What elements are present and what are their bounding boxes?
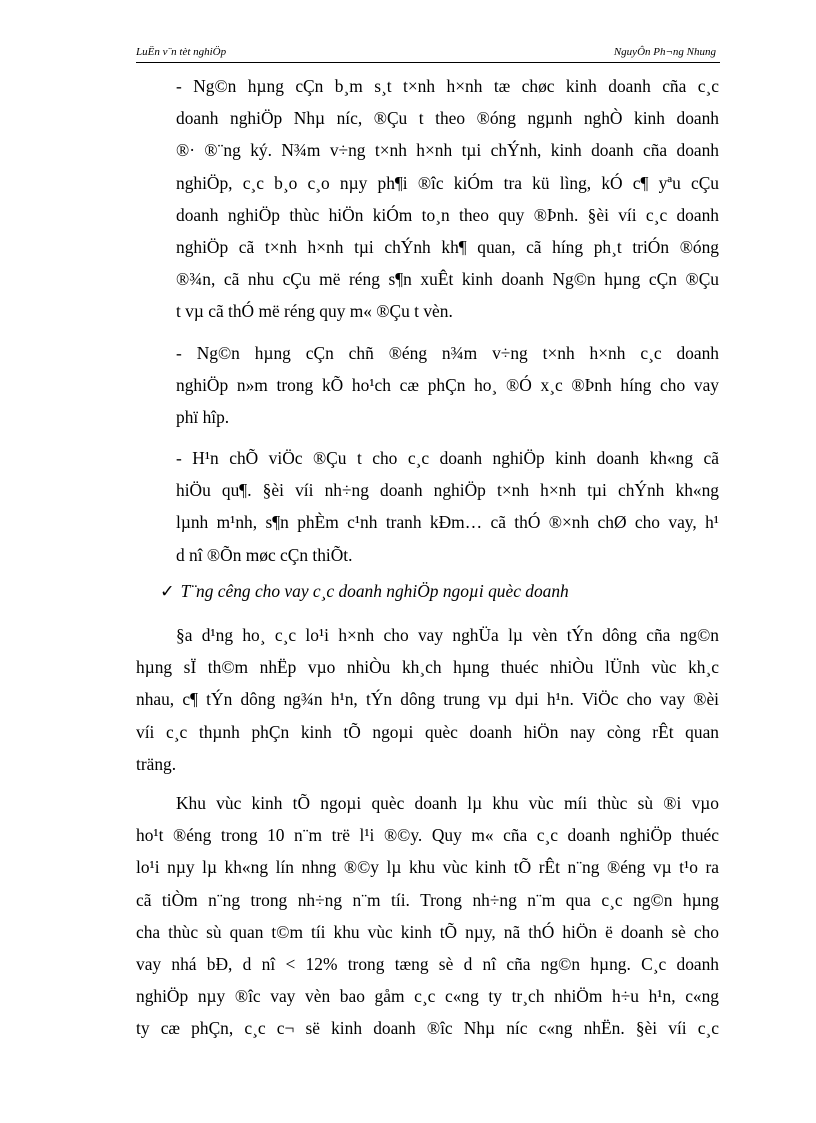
page-header xyxy=(136,44,720,63)
text-line: ty cæ phÇn, c¸c c¬ së kinh doanh ®îc Nhµ níc c«ng nhËn. §èi víi c¸c xyxy=(136,1018,719,1039)
header-right: NguyÔn Ph¬ng Nhung xyxy=(613,46,716,58)
text-line: träng. xyxy=(136,753,177,774)
text-line: lo¹i nµy lµ kh«ng lín nhng ®©y lµ khu vùc kinh tÕ rÊt n¨ng ®éng vµ t¹o ra xyxy=(136,857,719,878)
paragraph-3 xyxy=(176,442,719,571)
paragraph-1 xyxy=(176,70,719,328)
text-line: nhau, c¶ tÝn dông ng¾n h¹n, tÝn dông trung vµ dµi h¹n. ViÖc cho vay ®èi xyxy=(136,689,719,710)
text-line: ho¹t ®éng trong 10 n¨m trë l¹i ®©y. Quy m« cña c¸c doanh nghiÖp thuéc xyxy=(136,825,719,846)
paragraph-4 xyxy=(136,619,719,780)
text-line: d nî ®Õn møc cÇn thiÕt. xyxy=(176,544,353,565)
text-line: t vµ cã thÓ më réng quy m« ®Çu t vèn. xyxy=(176,301,453,322)
text-line: - Ng©n hµng cÇn b¸m s¸t t×nh h×nh tæ chøc kinh doanh cña c¸c xyxy=(176,76,719,96)
text-line: lµnh m¹nh, s¶n phÈm c¹nh tranh kÐm… cã thÓ ®×nh chØ cho vay, h¹ xyxy=(176,512,719,533)
text-line: - Ng©n hµng cÇn chñ ®éng n¾m v÷ng t×nh h×nh c¸c doanh xyxy=(176,343,719,363)
text-line: nghiÖp, c¸c b¸o c¸o nµy ph¶i ®îc kiÓm tra kü lìng, kÓ c¶ yªu cÇu xyxy=(176,172,719,193)
text-line: cã tiÒm n¨ng trong nh÷ng n¨m tíi. Trong nh÷ng n¨m qua c¸c ng©n hµng xyxy=(136,889,719,910)
text-line: nghiÖp n»m trong kÕ ho¹ch cæ phÇn ho¸ ®Ó x¸c ®Þnh híng cho vay xyxy=(176,375,719,396)
text-line: ®· ®¨ng ký. N¾m v÷ng t×nh h×nh tµi chÝnh, kinh doanh cña doanh xyxy=(176,140,719,161)
text-line: ®¾n, cã nhu cÇu më réng s¶n xuÊt kinh doanh Ng©n hµng cÇn ®Çu xyxy=(176,269,719,290)
text-line: doanh nghiÖp thùc hiÖn kiÓm to¸n theo quy ®Þnh. §èi víi c¸c doanh xyxy=(176,204,719,225)
section-subheading xyxy=(160,581,569,602)
paragraph-5 xyxy=(136,787,719,1045)
text-line: - H¹n chÕ viÖc ®Çu t cho c¸c doanh nghiÖp kinh doanh kh«ng cã xyxy=(176,448,719,468)
text-line: doanh nghiÖp Nhµ níc, ®Çu t theo ®óng ngµnh nghÒ kinh doanh xyxy=(176,108,719,129)
text-line: víi c¸c thµnh phÇn kinh tÕ ngoµi quèc doanh hiÖn nay còng rÊt quan xyxy=(136,721,719,742)
paragraph-2 xyxy=(176,337,719,434)
text-line: §a d¹ng ho¸ c¸c lo¹i h×nh cho vay nghÜa lµ vèn tÝn dông cña ng©n xyxy=(176,625,719,645)
text-line: hµng sÏ th©m nhËp vµo nhiÒu kh¸ch hµng thuéc nhiÒu lÜnh vùc kh¸c xyxy=(136,657,719,678)
text-line: Khu vùc kinh tÕ ngoµi quèc doanh lµ khu vùc míi thùc sù ®i vµo xyxy=(176,793,719,813)
text-line: vay nhá bÐ, d nî < 12% trong tæng sè d nî cña ng©n hµng. C¸c doanh xyxy=(136,953,719,974)
text-line: nghiÖp nµy ®îc vay vèn bao gåm c¸c c«ng ty tr¸ch nhiÖm h÷u h¹n, c«ng xyxy=(136,986,719,1007)
text-line: nghiÖp cã t×nh h×nh tµi chÝnh kh¶ quan, cã híng ph¸t triÓn ®óng xyxy=(176,236,719,257)
check-icon: ✓ xyxy=(160,581,175,601)
text-line: hiÖu qu¶. §èi víi nh÷ng doanh nghiÖp t×nh h×nh tµi chÝnh kh«ng xyxy=(176,480,719,501)
subheading-text: T¨ng cêng cho vay c¸c doanh nghiÖp ngoµi quèc doanh xyxy=(180,581,569,601)
header-left: LuËn v¨n tèt nghiÖp xyxy=(136,46,227,58)
text-line: cha thùc sù quan t©m tíi khu vùc kinh tÕ nµy, nã thÓ hiÖn ë doanh sè cho xyxy=(136,921,719,942)
text-line: phï hîp. xyxy=(176,407,230,428)
